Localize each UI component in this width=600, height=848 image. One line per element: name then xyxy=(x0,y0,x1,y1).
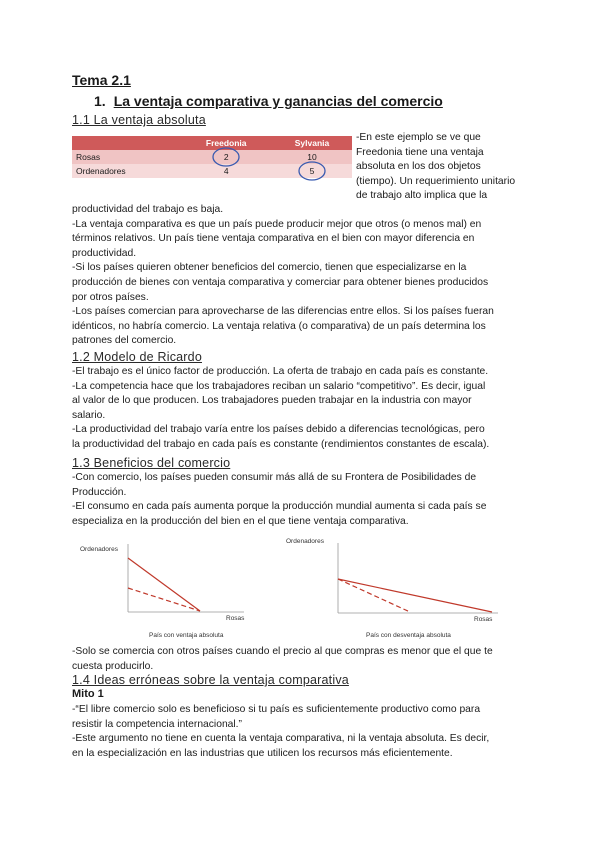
trade-line xyxy=(128,588,200,611)
section-2-heading: 1.2 Modelo de Ricardo xyxy=(72,350,202,364)
paragraph-myth-1: -“El libre comercio solo es beneficioso si tu país es suficientemente productivo como para resistir la competencia internacional.” -Este argumento no tiene en cuenta la ventaja comparativa, ni la ventaja absoluta. Es decir, en la especialización en las industrias que utilicen los recursos más eficientemente. xyxy=(72,704,490,759)
highlight-circle xyxy=(298,162,326,180)
section-4-heading: 1.4 Ideas erróneas sobre la ventaja comparativa xyxy=(72,673,349,687)
paragraph-benefits: -Con comercio, los países pueden consumir más allá de su Frontera de Posibilidades de Producción. -El consumo en cada país aumenta porque la producción mundial aumenta si cada país se especializa en la producción del bien en el que tiene ventaja comparativa. xyxy=(72,472,487,527)
graph-absolute-disadvantage xyxy=(286,533,516,643)
graph2-ylabel: Ordenadores xyxy=(286,538,324,545)
graph1-xlabel: Rosas xyxy=(226,615,245,622)
graph-absolute-advantage xyxy=(76,540,276,642)
paragraph-comparative-advantage: productividad del trabajo es baja. -La ventaja comparativa es que un país puede producir mejor que otros (o menos mal) en términos relativos. Un país tiene ventaja comparativa en el bien con mayor diferencia en productividad. -Si los países quieren obtener beneficios del comercio, tienen que especializarse en la producción de bienes con ventaja comparativa y comerciar para obtener bienes producidos por otros países. -Los países comercian para aprovecharse de las diferencias entre ellos. Si los países fueran idénticos, no habría comercio. La ventaja relativa (o comparativa) de un país determina los patrones del comercio. xyxy=(72,204,494,347)
ppf-line xyxy=(128,558,200,611)
row-label: Rosas xyxy=(72,150,180,164)
requirements-table xyxy=(72,136,352,178)
main-heading xyxy=(94,93,443,109)
table-header-sylvania: Sylvania xyxy=(272,136,352,150)
graph1-caption: País con ventaja absoluta xyxy=(149,632,224,639)
side-note: -En este ejemplo se ve que Freedonia tiene una ventaja absoluta en los dos objetos (tiempo). Un requerimiento unitario de trabajo alto implica que la xyxy=(356,132,516,202)
cell-sylvania: 10 xyxy=(272,150,352,164)
trade-line xyxy=(338,579,410,612)
ppf-line xyxy=(338,579,492,612)
section-3-heading: 1.3 Beneficios del comercio xyxy=(72,456,231,470)
table-header-empty xyxy=(72,136,180,150)
heading-number: 1. xyxy=(94,93,106,109)
topic-title: Tema 2.1 xyxy=(72,72,131,88)
highlight-circle xyxy=(212,148,240,166)
table-row xyxy=(72,164,352,178)
row-label: Ordenadores xyxy=(72,164,180,178)
graph2-caption: País con desventaja absoluta xyxy=(366,632,451,639)
cell-freedonia: 4 xyxy=(180,164,272,178)
graph1-ylabel: Ordenadores xyxy=(80,546,118,553)
table-header-freedonia: Freedonia xyxy=(180,136,272,150)
cell-freedonia: 2 xyxy=(180,150,272,164)
heading-text: La ventaja comparativa y ganancias del comercio xyxy=(113,93,443,109)
section-1-heading: 1.1 La ventaja absoluta xyxy=(72,113,206,127)
paragraph-ricardo: -El trabajo es el único factor de producción. La oferta de trabajo en cada país es constante. -La competencia hace que los trabajadores reciban un salario “competitivo”. Es decir, igual al valor de lo que producen. Los trabajadores pueden trabajar en la industria con mayor salario. -La productividad del trabajo varía entre los países debido a diferencias tecnológicas, pero la productividad del trabajo en cada país es constante (rendimientos constantes de escala). xyxy=(72,366,490,450)
cell-sylvania: 5 xyxy=(272,164,352,178)
paragraph-trade-price: -Solo se comercia con otros países cuando el precio al que compras es menor que el que te cuesta producirlo. xyxy=(72,646,493,672)
myth-title: Mito 1 xyxy=(72,688,104,700)
graph2-xlabel: Rosas xyxy=(474,616,493,623)
